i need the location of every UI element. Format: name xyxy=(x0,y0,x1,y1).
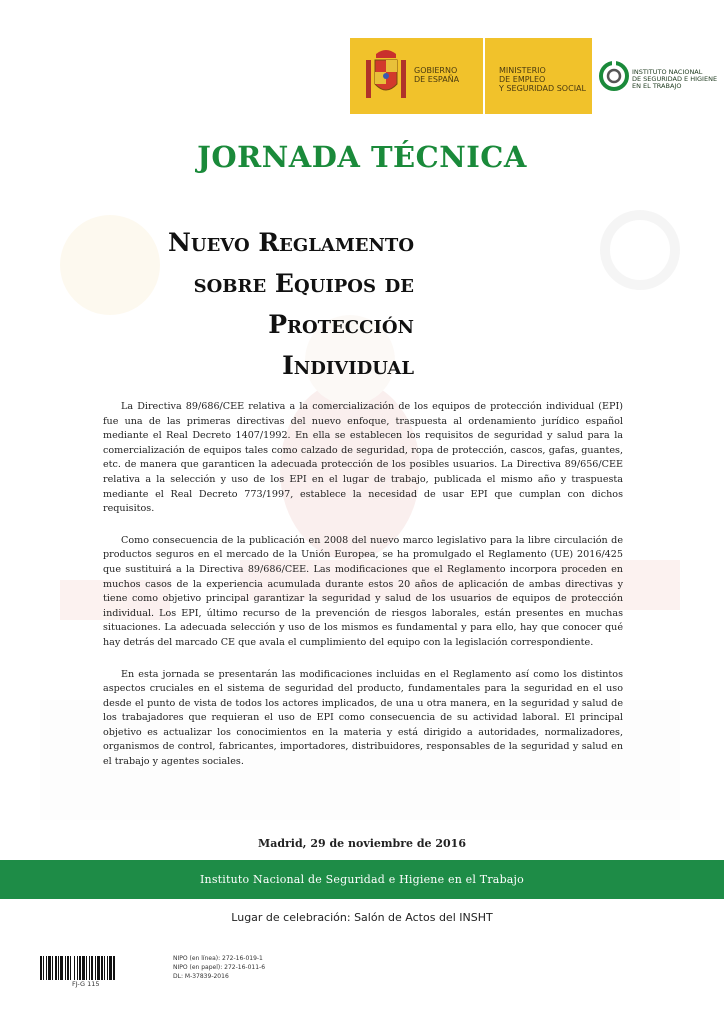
paragraph: Como consecuencia de la publicación en 2008 del nuevo marco legislativo para la libre circulación de productos seguros en el mercado de la Unión Europea, se ha promulgado el Reglamento (UE) 2016/425 que sustituirá a la Directiva 89/686/CEE. Las modificaciones que el Reglamento incorpora proceden en muchos casos de la experiencia acumulada durante estos 20 años de aplicación de ambas directivas y tiene como objetivo principal garantizar la seguridad y salud de los usuarios de equipos de protección individual. Los EPI, último recurso de la prevención de riesgos laborales, están presentes en muchas situaciones. La adecuada selección y uso de los mismos es fundamental y para ello, hay que conocer qué hay detrás del marcado CE que avala el cumplimiento del equipo con la legislación correspondiente. xyxy=(103,534,623,648)
coat-of-arms-icon xyxy=(364,46,408,106)
nipo-line: NIPO (en papel): 272-16-011-6 xyxy=(173,964,266,971)
nipo-line: NIPO (en línea): 272-16-019-1 xyxy=(173,955,263,962)
event-date: Madrid, 29 de noviembre de 2016 xyxy=(258,837,466,850)
subtitle xyxy=(60,222,414,386)
body-text xyxy=(103,400,623,787)
gobierno-label: GOBIERNO DE ESPAÑA xyxy=(414,66,460,84)
footer-band-text: Instituto Nacional de Seguridad e Higiene en el Trabajo xyxy=(199,873,524,886)
ministerio-logo-block xyxy=(485,38,592,114)
barcode-number: FJ-G 115 xyxy=(72,980,100,988)
ministerio-label: MINISTERIO DE EMPLEO Y SEGURIDAD SOCIAL xyxy=(499,66,586,93)
subtitle-line: Nuevo Reglamento xyxy=(168,228,414,257)
subtitle-line: Protección xyxy=(268,310,414,339)
venue-text: Lugar de celebración: Salón de Actos del INSHT xyxy=(231,911,493,924)
header-banner xyxy=(350,38,724,114)
nipo-block xyxy=(173,954,265,981)
insht-label: INSTITUTO NACIONAL DE SEGURIDAD E HIGIENE EN EL TRABAJO xyxy=(632,68,718,90)
insht-logo-block xyxy=(594,38,724,114)
footer-band xyxy=(0,860,724,899)
insht-logo-icon xyxy=(598,60,630,92)
subtitle-line: Individual xyxy=(282,351,414,380)
gobierno-logo-block xyxy=(350,38,483,114)
subtitle-line: sobre Equipos de xyxy=(193,269,414,298)
nipo-line: DL: M-37839-2016 xyxy=(173,973,229,980)
paragraph: En esta jornada se presentarán las modificaciones incluidas en el Reglamento así como los distintos aspectos cruciales en el sistema de seguridad del producto, fundamentales para la seguridad en el uso desde el punto de vista de todos los actores implicados, de una u otra manera, en la seguridad y salud de los trabajadores que requieran el uso de EPI como consecuencia de su actividad laboral. El principal objetivo es actualizar los conocimientos en la materia y está dirigido a autoridades, normalizadores, organismos de control, fabricantes, importadores, distribuidores, responsables de la seguridad y salud en el trabajo y agentes sociales. xyxy=(103,668,623,768)
paragraph: La Directiva 89/686/CEE relativa a la comercialización de los equipos de protección individual (EPI) fue una de las primeras directivas del nuevo enfoque, traspuesta al ordenamiento jurídico español mediante el Real Decreto 1407/1992. En ella se establecen los requisitos de seguridad y salud para la comercialización de equipos tales como calzado de seguridad, ropa de protección, cascos, gafas, guantes, etc. de manera que garanticen la adecuada protección de los posibles usuarios. La Directiva 89/656/CEE relativa a la selección y uso de los EPI en el lugar de trabajo, publicada el mismo año y traspuesta mediante el Real Decreto 773/1997, establece la necesidad de usar EPI que cumplan con dichos requisitos. xyxy=(103,401,623,515)
page-title: JORNADA TÉCNICA xyxy=(197,140,527,174)
